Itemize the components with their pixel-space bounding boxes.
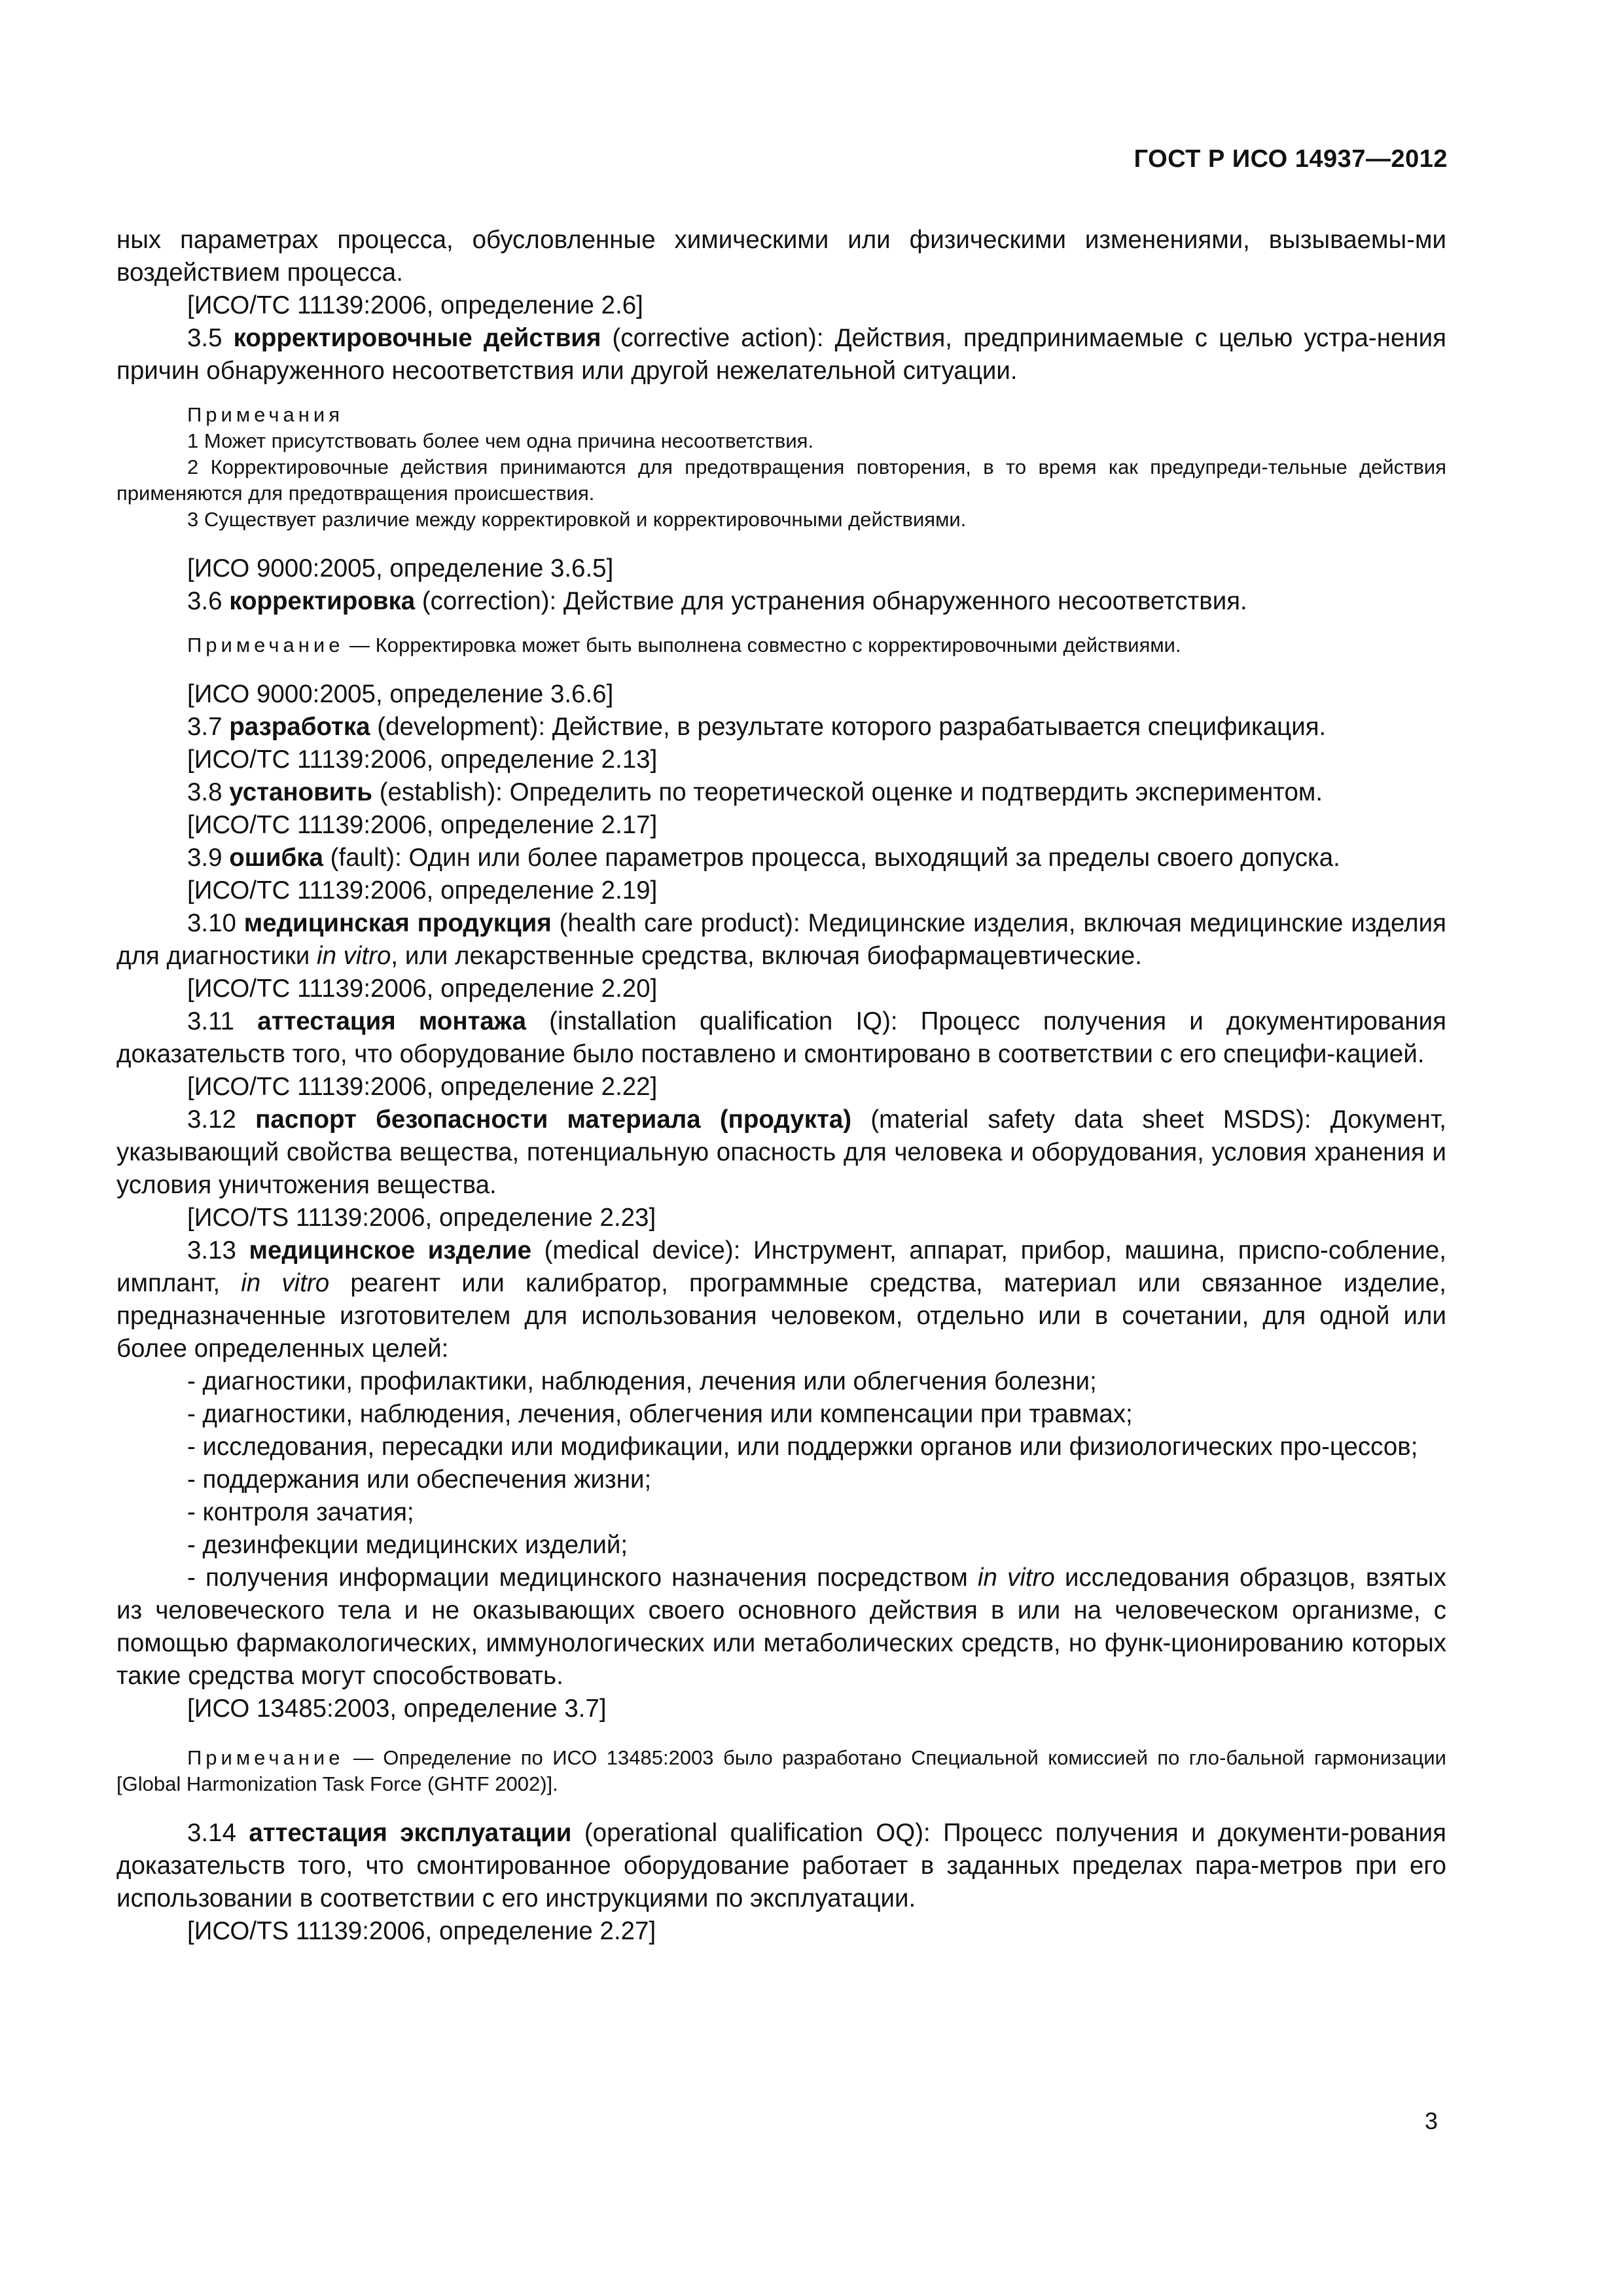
definition-term: аттестация эксплуатации <box>249 1819 572 1847</box>
source-reference: [ИСО/ТС 11139:2006, определение 2.22] <box>187 1073 658 1101</box>
definition-term: корректировка <box>229 587 416 615</box>
definition-term: медицинское изделие <box>249 1236 531 1265</box>
definition-term: корректировочные действия <box>233 324 601 352</box>
definition-term: установить <box>229 778 372 806</box>
note-item: 2 Корректировочные действия принимаются для предотвращения повторения, в то время как предупреди-тельные действия применяются для предотвращения происшествия. <box>116 456 1446 505</box>
note-text: — Корректировка может быть выполнена совместно с корректировочными действиями. <box>344 634 1181 656</box>
note-item: 1 Может присутствовать более чем одна причина несоответствия. <box>187 429 814 452</box>
page-number: 3 <box>1424 2108 1438 2134</box>
definition-term: разработка <box>229 713 370 741</box>
source-reference: [ИСО 13485:2003, определение 3.7] <box>187 1695 607 1723</box>
definition-number: 3.7 <box>187 713 223 741</box>
definition-term: медицинская продукция <box>243 909 552 937</box>
source-reference: [ИСО 9000:2005, определение 3.6.5] <box>187 554 614 583</box>
definition-3-10 <box>116 907 1446 973</box>
definition-3-12 <box>116 1103 1446 1202</box>
note-single <box>116 1745 1446 1797</box>
definition-number: 3.11 <box>187 1007 235 1035</box>
note-label: Примечание <box>187 1746 344 1769</box>
note-item: 3 Существует различие между корректировкой и корректировочными действиями. <box>187 508 967 531</box>
definition-text: (development): Действие, в результате которого разрабатывается спецификация. <box>370 713 1327 741</box>
definition-text: , или лекарственные средства, включая биофармацевтические. <box>391 942 1142 970</box>
definition-number: 3.8 <box>187 778 223 806</box>
definition-number: 3.13 <box>187 1236 236 1265</box>
definition-3-5 <box>116 322 1446 387</box>
definition-number: 3.9 <box>187 844 223 872</box>
definition-text: (health care product): Медицинские изделия, включая медицинские изделия для диагностики <box>116 909 1446 970</box>
list-item: - диагностики, наблюдения, лечения, облегчения или компенсации при травмах; <box>187 1400 1133 1428</box>
note-single <box>116 632 1446 658</box>
definition-3-7 <box>116 711 1446 744</box>
list-item: - исследования, пересадки или модификации, или поддержки органов или физиологических про-цессов; <box>187 1433 1418 1461</box>
note-label: Примечание <box>187 634 344 656</box>
definition-3-14 <box>116 1817 1446 1915</box>
list-item: - контроля зачатия; <box>187 1498 414 1526</box>
definition-text: (operational qualification OQ): Процесс получения и документи-рования доказательств того, что смонтированное оборудование работает в заданных пределах пара-метров при его использовании в соответствии с его инструкциями по эксплуатации. <box>116 1819 1446 1912</box>
definition-3-8 <box>116 776 1446 809</box>
definition-text: (medical device): Инструмент, аппарат, прибор, машина, приспо-собление, имплант, <box>116 1236 1446 1297</box>
definition-term: ошибка <box>229 844 323 872</box>
list-item-text: исследования образцов, взятых из человеческого тела и не оказывающих своего основного действия в или на человеческом организме, с помощью фармакологических, иммунологических или метаболических средств, но функ-ционированию которых такие средства могут способствовать. <box>116 1564 1446 1690</box>
definition-3-11 <box>116 1005 1446 1071</box>
italic-term: in vitro <box>241 1269 330 1297</box>
source-reference: [ИСО/ТС 11139:2006, определение 2.6] <box>187 291 643 319</box>
definition-term: аттестация монтажа <box>257 1007 527 1035</box>
source-reference: [ИСО 9000:2005, определение 3.6.6] <box>187 680 614 708</box>
source-reference: [ИСО/TS 11139:2006, определение 2.23] <box>187 1204 656 1232</box>
definition-text: (material safety data sheet MSDS): Документ, указывающий свойства вещества, потенциальную опасность для человека и оборудования, условия хранения и условия уничтожения вещества. <box>116 1105 1447 1199</box>
definition-3-6 <box>116 585 1446 618</box>
notes-block <box>116 402 1446 533</box>
definition-3-13 <box>116 1234 1446 1365</box>
document-body <box>116 224 1446 1948</box>
definition-text: (fault): Один или более параметров процесса, выходящий за пределы своего допуска. <box>323 844 1340 872</box>
definition-text: (establish): Определить по теоретической оценке и подтвердить экспериментом. <box>372 778 1323 806</box>
source-reference: [ИСО/ТС 11139:2006, определение 2.13] <box>187 745 658 774</box>
definition-term: паспорт безопасности материала (продукта) <box>255 1105 852 1134</box>
definition-number: 3.5 <box>187 324 223 352</box>
definition-text: (correction): Действие для устранения обнаруженного несоответствия. <box>415 587 1247 615</box>
definition-text: (installation qualification IQ): Процесс получения и документирования доказательств того, что оборудование было поставлено и смонтировано в соответствии с его специфи-кацией. <box>116 1007 1446 1068</box>
definition-3-9 <box>116 842 1446 874</box>
list-item <box>116 1562 1446 1693</box>
italic-term: in vitro <box>978 1564 1055 1592</box>
continued-paragraph: ных параметрах процесса, обусловленные химическими или физическими изменениями, вызываемы-ми воздействием процесса. <box>116 226 1446 287</box>
source-reference: [ИСО/ТС 11139:2006, определение 2.17] <box>187 811 658 839</box>
source-reference: [ИСО/TS 11139:2006, определение 2.27] <box>187 1917 656 1945</box>
list-item: - диагностики, профилактики, наблюдения, лечения или облегчения болезни; <box>187 1367 1097 1395</box>
note-text: — Определение по ИСО 13485:2003 было разработано Специальной комиссией по гло-бальной гармонизации [Global Harmonization Task Force (GHTF 2002)]. <box>116 1746 1446 1795</box>
definition-text: реагент или калибратор, программные средства, материал или связанное изделие, предназначенные изготовителем для использования человеком, отдельно или в сочетании, для одной или более определенных целей: <box>116 1269 1446 1363</box>
definition-number: 3.10 <box>187 909 236 937</box>
standard-designation: ГОСТ Р ИСО 14937—2012 <box>1133 145 1448 173</box>
italic-term: in vitro <box>317 942 391 970</box>
definition-text: (corrective action): Действия, предпринимаемые с целью устра-нения причин обнаруженного несоответствия или другой нежелательной ситуации. <box>116 324 1446 385</box>
list-item-text: - получения информации медицинского назначения посредством <box>187 1564 978 1592</box>
notes-heading: Примечания <box>187 403 344 426</box>
list-item: - поддержания или обеспечения жизни; <box>187 1465 652 1494</box>
source-reference: [ИСО/ТС 11139:2006, определение 2.19] <box>187 876 658 905</box>
source-reference: [ИСО/ТС 11139:2006, определение 2.20] <box>187 975 658 1003</box>
definition-number: 3.14 <box>187 1819 236 1847</box>
list-item: - дезинфекции медицинских изделий; <box>187 1531 628 1559</box>
definition-number: 3.12 <box>187 1105 236 1134</box>
definition-number: 3.6 <box>187 587 223 615</box>
